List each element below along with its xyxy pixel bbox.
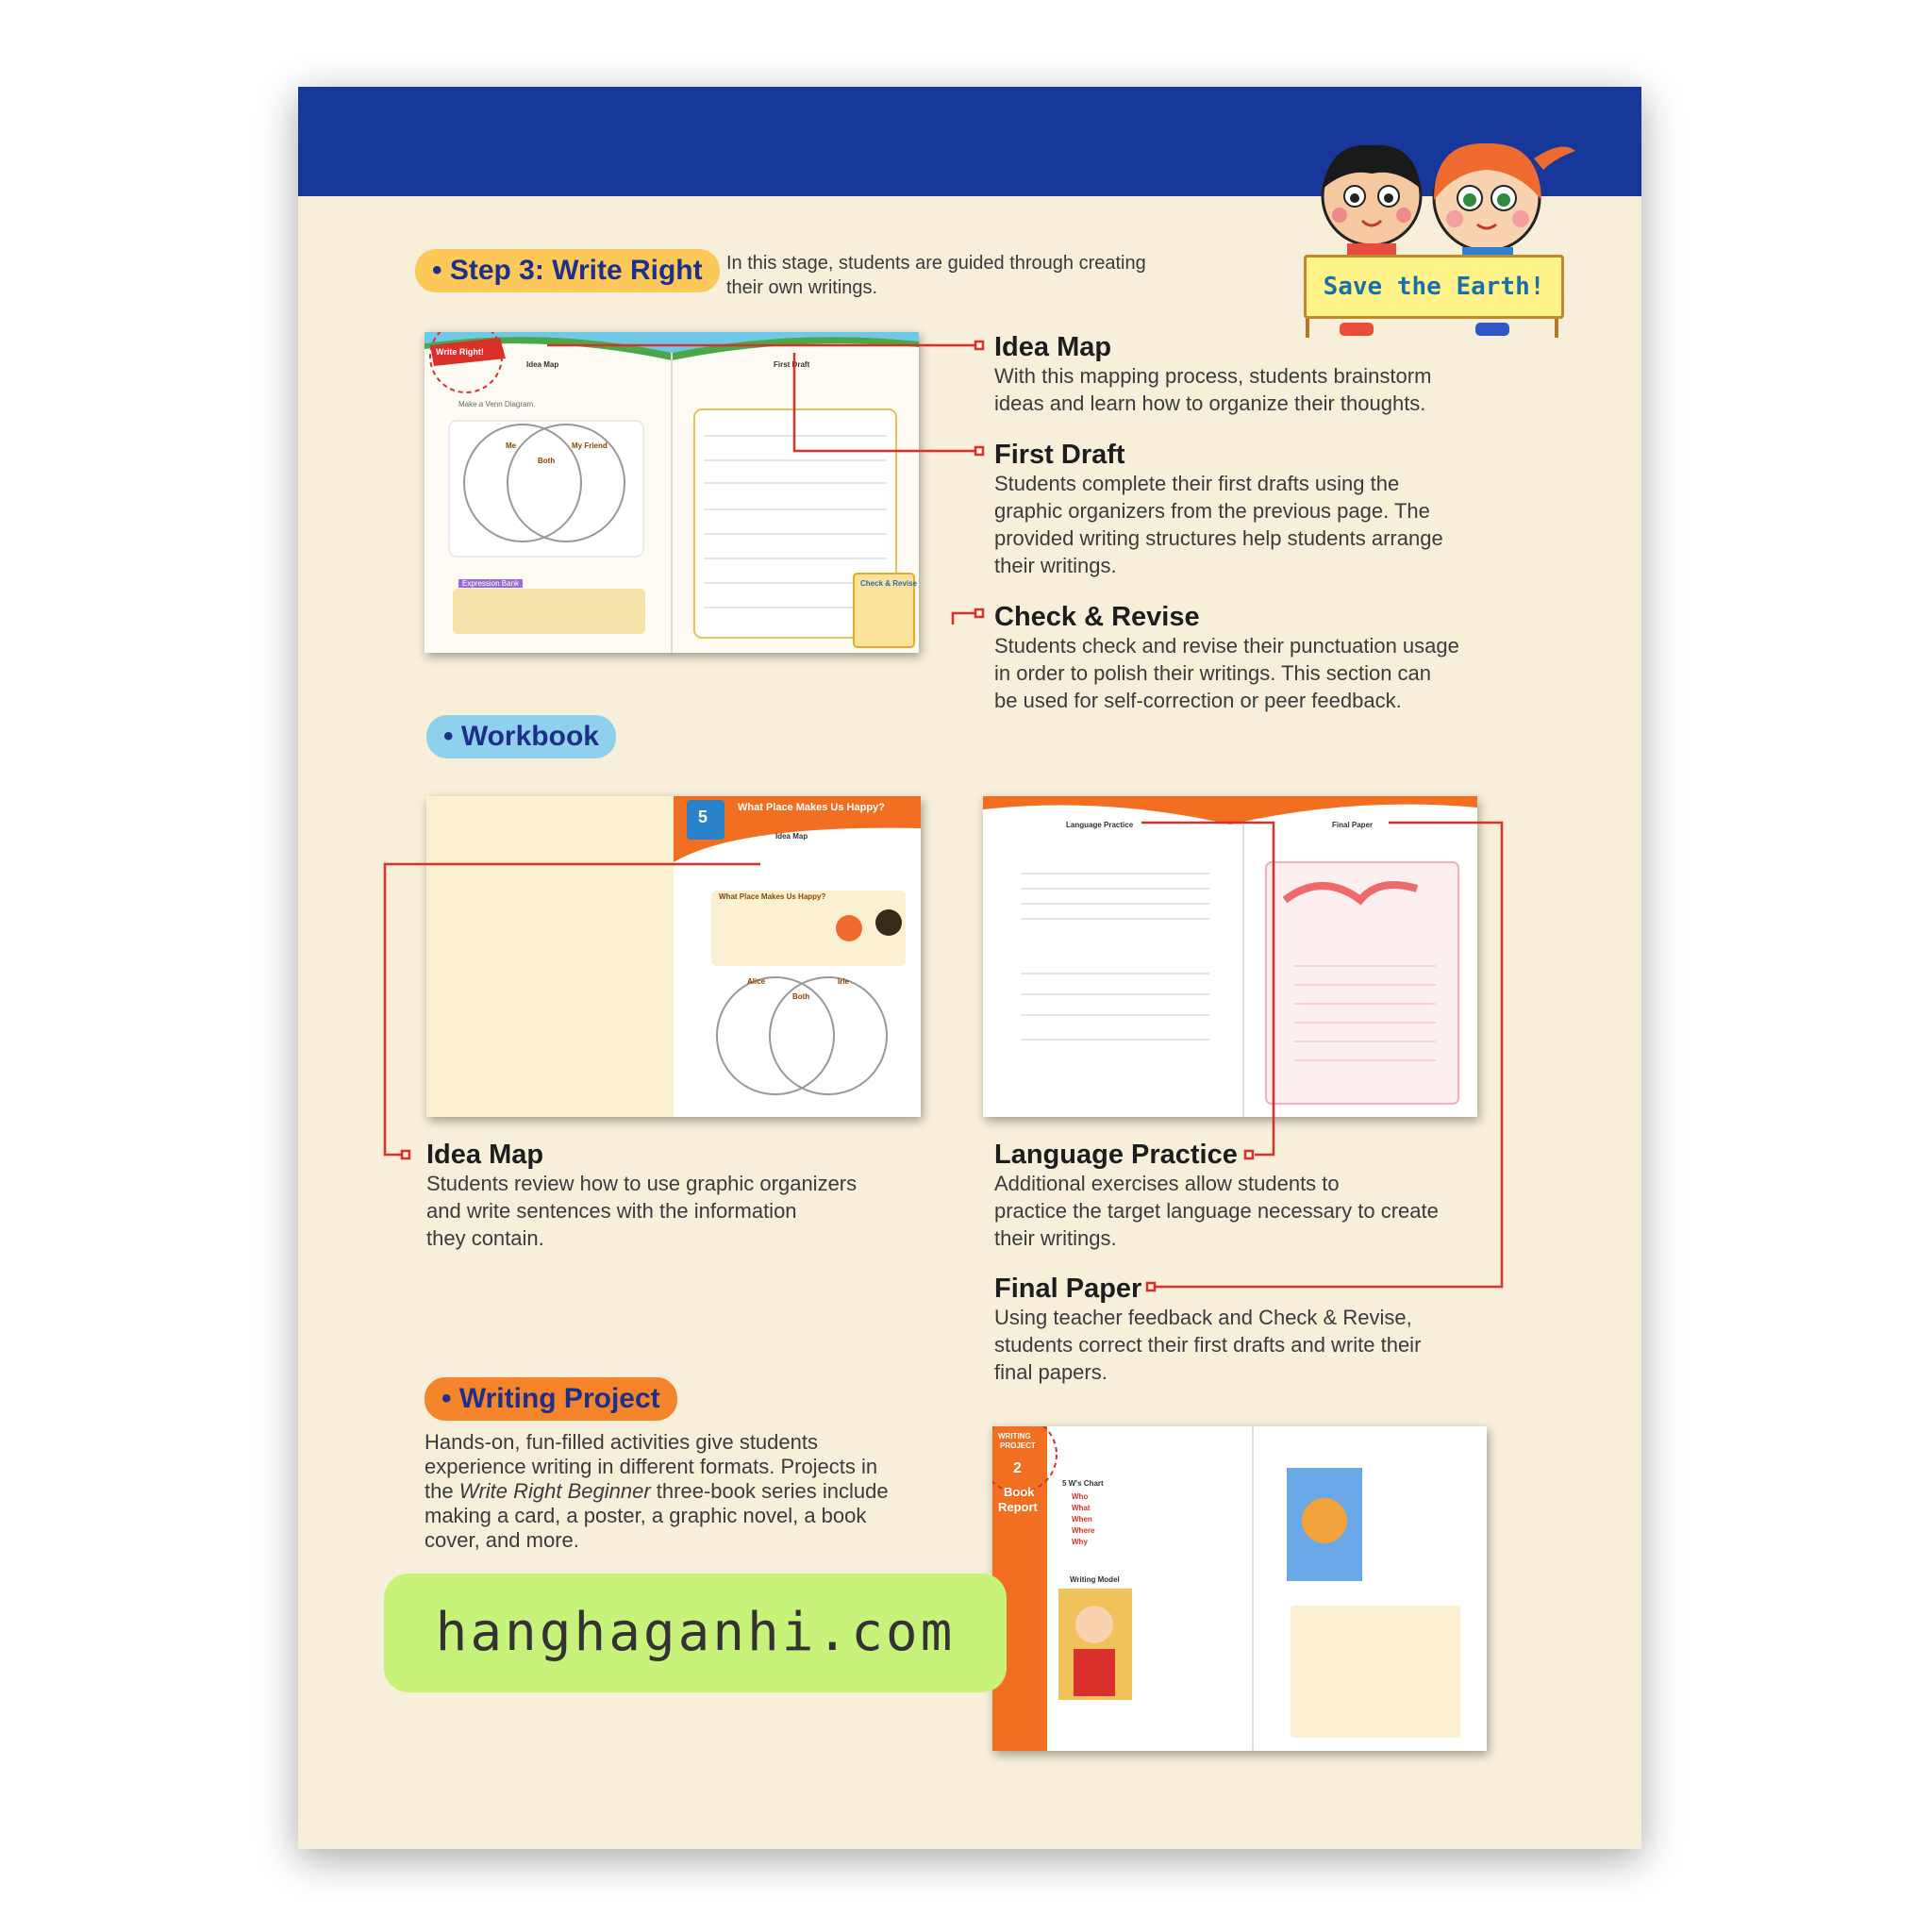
thumb-venn-mid: Both <box>538 457 556 465</box>
write-right-idea-map-block <box>994 332 1541 417</box>
workbook-venn-left: Alice <box>747 977 766 986</box>
idea-map-line: With this mapping process, students brainstorm <box>994 364 1432 388</box>
project-wh-who: Who <box>1072 1492 1089 1501</box>
writing-project-line: making a card, a poster, a graphic novel, a book <box>425 1504 867 1527</box>
step3-intro <box>726 251 1217 300</box>
writing-project-line-post: three-book series include <box>650 1479 889 1503</box>
workbook-idea-map-heading: Idea Map <box>426 1140 544 1170</box>
first-draft-line: graphic organizers from the previous page. The <box>994 499 1430 523</box>
thumb-idea-map-title: Idea Map <box>526 360 559 369</box>
project-badge-line2: PROJECT <box>1000 1441 1036 1450</box>
step3-intro-line: In this stage, students are guided through creating <box>726 253 1146 274</box>
boy-character <box>1323 145 1421 272</box>
workbook-idea-map-line: they contain. <box>426 1226 544 1250</box>
project-report: Report <box>998 1500 1038 1514</box>
write-right-spread-thumbnail <box>425 332 919 653</box>
check-revise-heading: Check & Revise <box>994 602 1200 632</box>
thumb-make-venn: Make a Venn Diagram. <box>458 400 536 408</box>
writing-project-line: experience writing in different formats. Projects in <box>425 1455 878 1478</box>
project-wh-what: What <box>1072 1504 1091 1512</box>
final-paper-thumb-title: Final Paper <box>1332 821 1374 829</box>
workbook-idea-map-line: and write sentences with the information <box>426 1199 797 1223</box>
thumb-check-revise: Check & Revise <box>860 579 918 588</box>
first-draft-block <box>994 440 1541 579</box>
first-draft-line: their writings. <box>994 554 1117 577</box>
first-draft-heading: First Draft <box>994 440 1125 470</box>
workbook-idea-map-line: Students review how to use graphic organizers <box>426 1172 858 1195</box>
language-practice-heading: Language Practice <box>994 1140 1238 1170</box>
workbook-box-title: What Place Makes Us Happy? <box>719 892 826 901</box>
language-practice-thumb-title: Language Practice <box>1066 821 1134 829</box>
idea-map-heading: Idea Map <box>994 332 1112 362</box>
writing-project-line <box>425 1479 953 1504</box>
check-revise-block <box>994 602 1541 714</box>
workbook-venn-right: Irie <box>838 977 850 986</box>
project-badge-line1: WRITING <box>998 1432 1031 1441</box>
first-draft-line: provided writing structures help students arrange <box>994 526 1443 550</box>
final-paper-line: final papers. <box>994 1360 1108 1384</box>
first-draft-line: Students complete their first drafts using the <box>994 472 1400 495</box>
language-practice-block <box>994 1140 1523 1252</box>
check-revise-line: Students check and revise their punctuation usage <box>994 634 1459 658</box>
writing-project-thumbnail <box>992 1426 1487 1751</box>
writing-project-line-pre: the <box>425 1479 459 1503</box>
final-paper-line: students correct their first drafts and write their <box>994 1333 1422 1357</box>
series-title: Write Right Beginner <box>458 1479 651 1503</box>
workbook-practice-thumbnail <box>983 796 1477 1117</box>
workbook-unit-title: What Place Makes Us Happy? <box>738 802 885 813</box>
final-paper-heading: Final Paper <box>994 1274 1142 1304</box>
project-number: 2 <box>1013 1460 1022 1476</box>
write-right-spread-art <box>425 332 919 653</box>
step3-intro-line: their own writings. <box>726 277 878 298</box>
language-practice-line: practice the target language necessary to create <box>994 1199 1439 1223</box>
project-book: Book <box>1004 1485 1035 1499</box>
step3-pill: • Step 3: Write Right <box>415 249 720 292</box>
workbook-pill: • Workbook <box>426 715 616 758</box>
workbook-idea-map-block <box>426 1140 955 1252</box>
project-wh-why: Why <box>1072 1538 1088 1546</box>
workbook-practice-art <box>983 796 1477 1117</box>
writing-project-art <box>992 1426 1487 1751</box>
workbook-venn-mid: Both <box>792 992 810 1001</box>
writing-project-description <box>425 1430 953 1553</box>
language-practice-line: Additional exercises allow students to <box>994 1172 1340 1195</box>
sign-text: Save the Earth! <box>1323 273 1545 301</box>
language-practice-line: their writings. <box>994 1226 1117 1250</box>
check-revise-line: be used for self-correction or peer feedback. <box>994 689 1402 712</box>
project-wh-where: Where <box>1072 1526 1095 1535</box>
project-chart-title: 5 W's Chart <box>1062 1479 1104 1488</box>
thumb-venn-left: Me <box>506 441 517 450</box>
thumb-expression-bank: Expression Bank <box>458 579 523 588</box>
watermark-banner <box>384 1574 1007 1692</box>
save-the-earth-sign <box>1304 255 1564 319</box>
writing-project-line: cover, and more. <box>425 1528 579 1552</box>
workbook-unit-number: 5 <box>698 808 708 826</box>
project-writing-model: Writing Model <box>1070 1575 1120 1584</box>
write-right-badge: Write Right! <box>436 347 484 357</box>
workbook-idea-map-art <box>426 796 921 1117</box>
writing-project-line: Hands-on, fun-filled activities give students <box>425 1430 818 1454</box>
final-paper-block <box>994 1274 1523 1386</box>
thumb-venn-right: My Friend <box>572 441 608 450</box>
project-wh-when: When <box>1072 1515 1092 1524</box>
workbook-idea-map-subtitle: Idea Map <box>775 832 808 841</box>
thumb-first-draft-title: First Draft <box>774 360 810 369</box>
workbook-idea-map-thumbnail <box>426 796 921 1117</box>
watermark-text: hanghaganhi.com <box>435 1602 956 1663</box>
writing-project-pill: • Writing Project <box>425 1377 677 1421</box>
idea-map-line: ideas and learn how to organize their thoughts. <box>994 391 1426 415</box>
final-paper-line: Using teacher feedback and Check & Revise, <box>994 1306 1412 1329</box>
check-revise-line: in order to polish their writings. This section can <box>994 661 1432 685</box>
